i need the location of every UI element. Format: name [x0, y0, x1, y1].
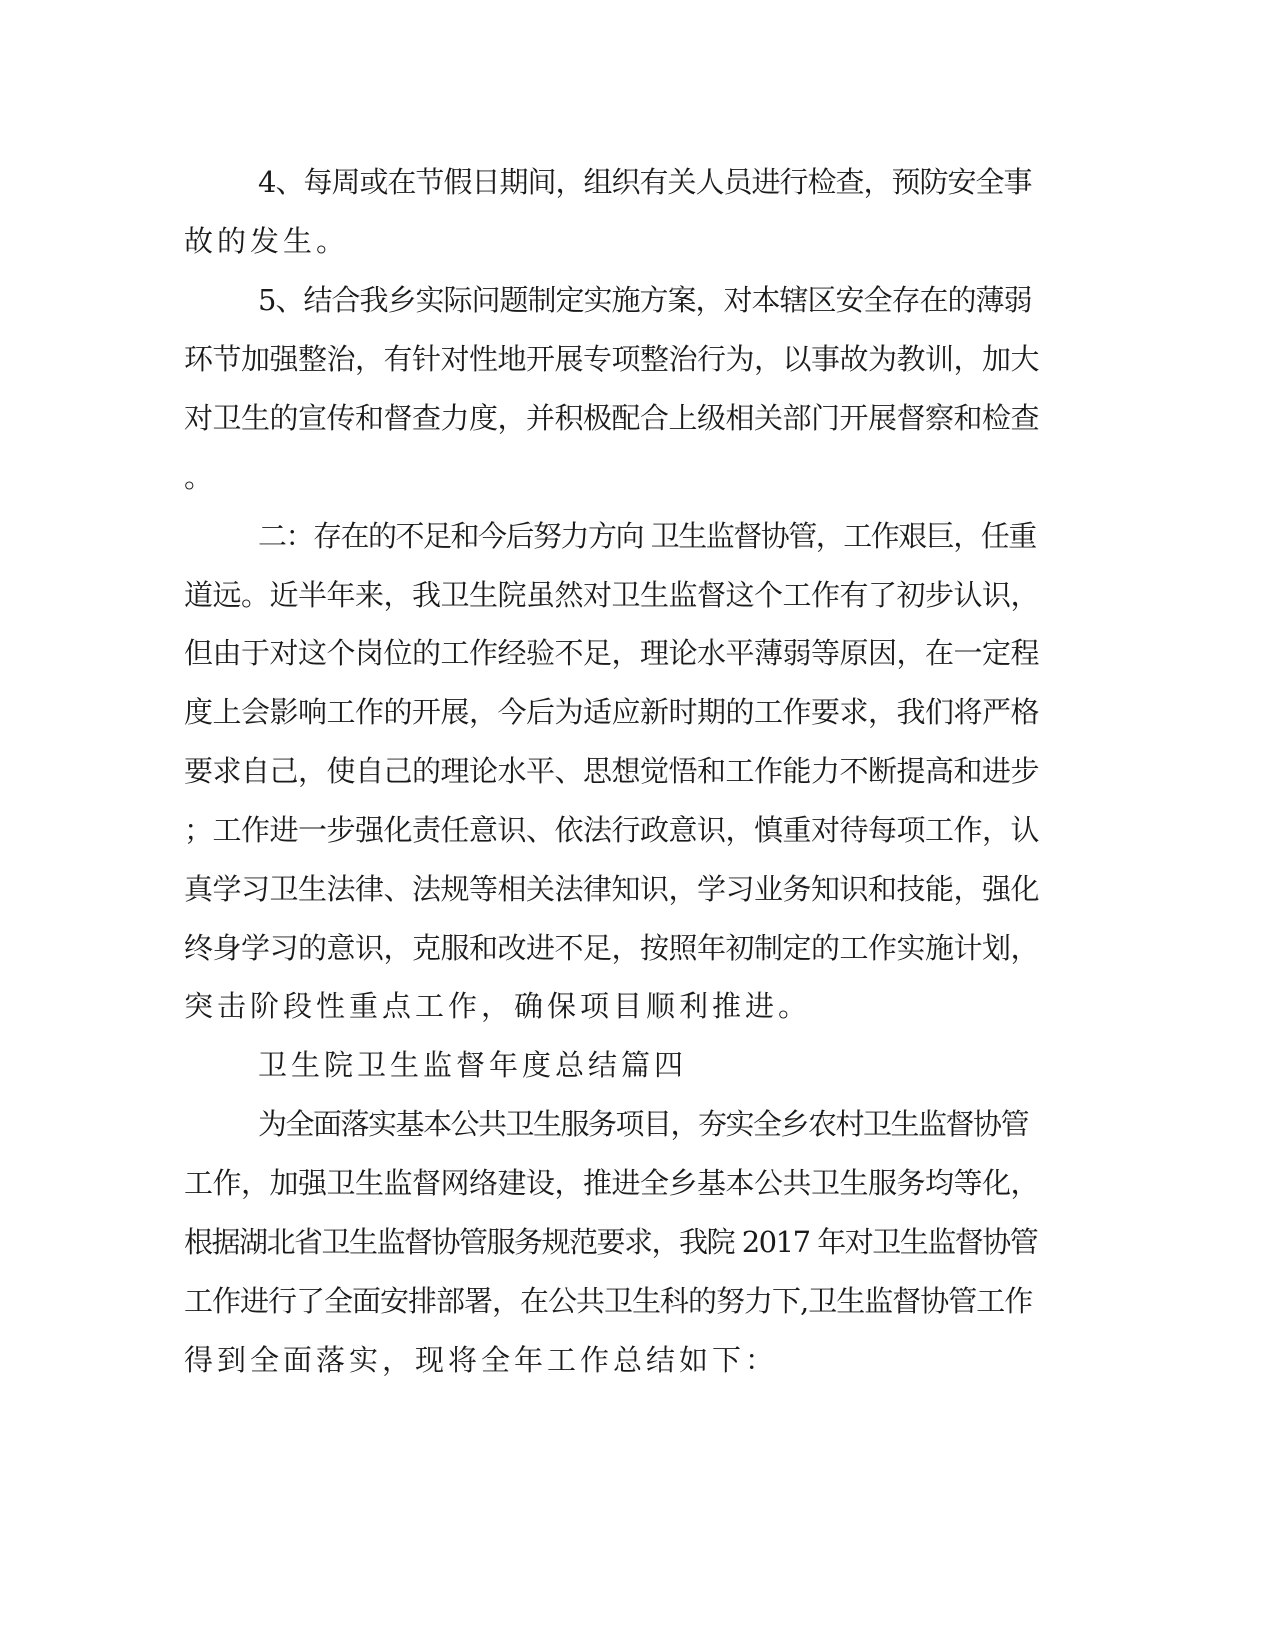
- text-line-5: 对卫生的宣传和督查力度，并积极配合上级相关部门开展督察和检查: [184, 401, 1040, 435]
- text-line-20: 工作进行了全面安排部署，在公共卫生科的努力下,卫生监督协管工作: [184, 1284, 1033, 1318]
- text-line-14: 终身学习的意识，克服和改进不足，按照年初制定的工作实施计划，: [184, 931, 1040, 965]
- text-line-3: 5、结合我乡实际问题制定实施方案，对本辖区安全存在的薄弱: [258, 283, 1032, 317]
- text-line-13: 真学习卫生法律、法规等相关法律知识，学习业务知识和技能，强化: [184, 872, 1040, 906]
- text-line-7: 二：存在的不足和今后努力方向 卫生监督协管，工作艰巨，任重: [258, 519, 1036, 553]
- text-line-10: 度上会影响工作的开展，今后为适应新时期的工作要求，我们将严格: [184, 695, 1040, 729]
- text-line-9: 但由于对这个岗位的工作经验不足，理论水平薄弱等原因，在一定程: [184, 636, 1040, 670]
- text-line-12: ；工作进一步强化责任意识、依法行政意识，慎重对待每项工作，认: [184, 813, 1040, 847]
- text-line-11: 要求自己，使自己的理论水平、思想觉悟和工作能力不断提高和进步: [184, 754, 1040, 788]
- text-line-18: 工作，加强卫生监督网络建设，推进全乡基本公共卫生服务均等化，: [184, 1166, 1040, 1200]
- text-line-15: 突击阶段性重点工作，确保项目顺利推进。: [184, 989, 812, 1023]
- text-line-21: 得到全面落实，现将全年工作总结如下：: [184, 1343, 779, 1377]
- text-line-17: 为全面落实基本公共卫生服务项目，夯实全乡农村卫生监督协管: [258, 1107, 1029, 1141]
- text-line-6: 。: [184, 460, 218, 494]
- text-line-8: 道远。近半年来，我卫生院虽然对卫生监督这个工作有了初步认识，: [184, 578, 1040, 612]
- text-line-19: 根据湖北省卫生监督协管服务规范要求，我院 2017 年对卫生监督协管: [184, 1225, 1038, 1259]
- text-line-1: 4、每周或在节假日期间，组织有关人员进行检查，预防安全事: [258, 165, 1032, 199]
- text-line-2: 故的发生。: [184, 224, 350, 258]
- section-heading: 卫生院卫生监督年度总结篇四: [258, 1048, 688, 1082]
- text-line-4: 环节加强整治，有针对性地开展专项整治行为，以事故为教训，加大: [184, 342, 1040, 376]
